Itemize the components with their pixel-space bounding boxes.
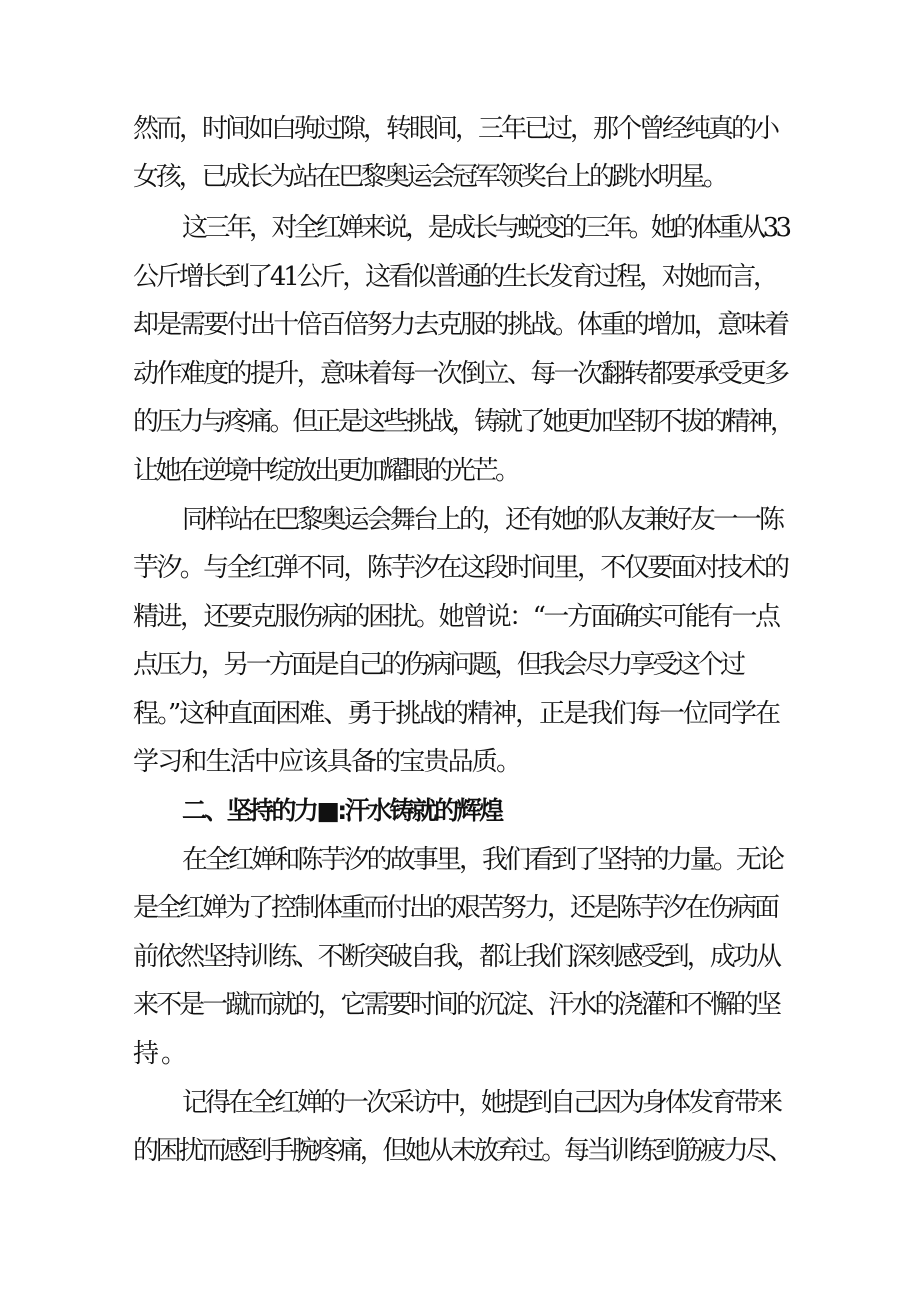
paragraph-line <box>0 838 920 882</box>
paragraph-line <box>0 983 920 1027</box>
paragraph-text: 是全红婵为了控制体重而付出的艰苦努力，还是陈芋汐在伤病面 <box>133 893 777 923</box>
paragraph-text: 记得在全红婵的一次采访中，她提到自己因为身体发育带来 <box>182 1088 780 1118</box>
paragraph-text: 学习和生活中应该具备的宝贵品质。 <box>133 747 521 777</box>
paragraph-text: 精进，还要克服伤病的困扰。她曾说：“一方面确实可能有一点 <box>133 602 779 632</box>
paragraph-text: 芋汐。与全红弹不同，陈芋汐在这段时间里，不仅要面对技术的 <box>133 553 788 583</box>
paragraph-line <box>0 498 920 542</box>
paragraph-line <box>0 155 920 199</box>
paragraph-line <box>0 255 920 299</box>
paragraph-line <box>0 1032 920 1076</box>
paragraph-text: 前依然坚持训练、不断突破自我，都让我们深刻感受到，成功从 <box>133 942 780 972</box>
paragraph-line <box>0 400 920 444</box>
paragraph-line <box>0 352 920 396</box>
paragraph-line <box>0 206 920 250</box>
paragraph-line <box>0 886 920 930</box>
paragraph-line <box>0 449 920 493</box>
paragraph-text: 持。 <box>133 1039 189 1069</box>
paragraph-line <box>0 935 920 979</box>
paragraph-line <box>0 1129 920 1173</box>
paragraph-text: 点压力，另一方面是自己的伤病问题，但我会尽力享受这个过 <box>133 650 743 680</box>
paragraph-text: 却是需要付出十倍百倍努力去克服的挑战。体重的增加，意味着 <box>133 310 788 340</box>
paragraph-line <box>0 303 920 347</box>
paragraph-text: 这三年，对全红婵来说，是成长与蜕变的三年。她的体重从33 <box>182 213 789 243</box>
section-heading: 二、坚持的力■:汗水铸就的辉煌 <box>182 796 502 825</box>
paragraph-text: 程。”这种直面困难、勇于挑战的精神，正是我们每一位同学在 <box>133 699 779 729</box>
paragraph-text: 然而，时间如白驹过隙，转眼间，三年已过，那个曾经纯真的小 <box>133 114 777 144</box>
paragraph-line <box>0 692 920 736</box>
paragraph-line <box>0 107 920 151</box>
paragraph-text: 在全红婵和陈芋汐的故事里，我们看到了坚持的力量。无论 <box>182 845 783 875</box>
paragraph-text: 让她在逆境中绽放出更加耀眼的光芒。 <box>133 456 518 486</box>
paragraph-text: 公斤增长到了41公斤，这看似普通的生长发育过程，对她而言， <box>133 262 776 292</box>
paragraph-line <box>0 643 920 687</box>
paragraph-line <box>0 740 920 784</box>
paragraph-text: 同样站在巴黎奥运会舞台上的，还有她的队友兼好友一一陈 <box>182 505 783 535</box>
paragraph-line <box>0 546 920 590</box>
paragraph-line <box>0 595 920 639</box>
paragraph-text: 来不是一蹴而就的，它需要时间的沉淀、汗水的浇灌和不懈的坚 <box>133 990 780 1020</box>
paragraph-text: 的困扰而感到手腕疼痛，但她从未放弃过。每当训练到筋疲力尽、 <box>133 1136 791 1166</box>
paragraph-text: 女孩，已成长为站在巴黎奥运会冠军领奖台上的跳水明星。 <box>133 162 726 192</box>
section-heading-line <box>0 789 920 833</box>
paragraph-line <box>0 1081 920 1125</box>
paragraph-text: 动作难度的提升，意味着每一次倒立、每一次翻转都要承受更多 <box>133 359 788 389</box>
paragraph-text: 的压力与疼痛。但正是这些挑战，铸就了她更加坚韧不拔的精神， <box>133 407 793 437</box>
